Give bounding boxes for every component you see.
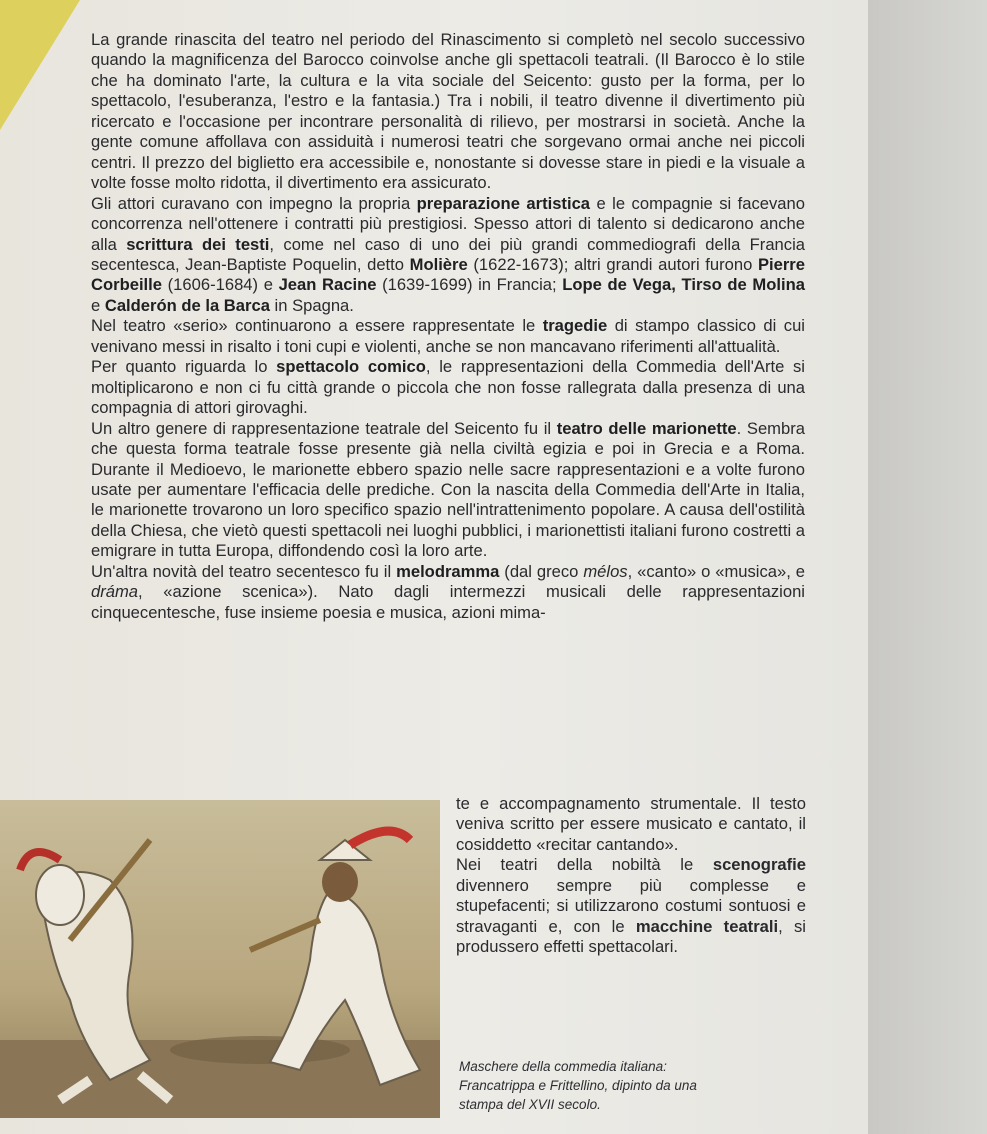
bold-term: scrittura dei testi bbox=[126, 234, 270, 254]
bold-term: macchine teatrali bbox=[635, 916, 779, 936]
article-body-continued bbox=[456, 794, 806, 958]
figure-caption bbox=[459, 1057, 789, 1114]
bold-term: Jean Racine bbox=[278, 275, 377, 295]
bold-term: preparazione artistica bbox=[416, 193, 591, 213]
paragraph-scenography bbox=[456, 855, 806, 957]
text-span: e bbox=[91, 295, 105, 315]
text-span: Nei teatri della nobiltà le bbox=[456, 855, 713, 875]
text-span: La grande rinascita del teatro nel periodo del Rinascimento si completò nel secolo successivo quando la magnificenza del Barocco coinvolse anche gli spettacoli teatrali. (Il Barocco è lo stile che ha dominato l'arte, la cultura e la vita sociale del Seicento: gusto per la forma, per lo spettacolo, l'esuberanza, l'estro e la fantasia.) Tra i nobili, il teatro divenne il divertimento più ricercato e l'occasione per incontrare personalità di rilievo, per mostrarsi in società. Anche la gente comune affollava con assiduità i numerosi teatri che sorgevano ormai anche nei piccoli centri. Il prezzo del biglietto era accessibile e, nonostante si dovesse stare in piedi e la visuale a volte fosse molto ridotta, il divertimento era assicurato. bbox=[91, 30, 805, 193]
paragraph-actors bbox=[91, 194, 805, 317]
bold-term: teatro delle marionette bbox=[556, 418, 737, 438]
text-span: te e accompagnamento strumentale. Il testo veniva scritto per essere musicato e cantato, il cosiddetto «recitar cantando». bbox=[456, 794, 806, 854]
text-span: Nel teatro «serio» continuarono a essere rappresentate le bbox=[91, 316, 543, 336]
commedia-painting bbox=[0, 800, 440, 1118]
italic-term: dráma bbox=[91, 582, 139, 602]
text-span: Un'altra novità del teatro secentesco fu il bbox=[91, 561, 397, 581]
text-span: . Sembra che questa forma teatrale fosse presente già nella civiltà egizia e poi in Grecia e a Roma. Durante il Medioevo, le marionette ebbero spazio nelle sacre rappresentazioni e a volte furono usate per aumentare l'efficacia delle prediche. Con la nascita della Commedia dell'Arte in Italia, le marionette trovarono un loro specifico spazio nell'intrattenimento popolare. A causa dell'ostilità della Chiesa, che vietò questi spettacoli nei luoghi pubblici, i marionettisti italiani furono costretti a emigrare in tutta Europa, diffondendo così la loro arte. bbox=[91, 418, 805, 561]
text-span: , si produssero effetti spettacolari. bbox=[456, 916, 806, 957]
text-span: divennero sempre più complesse e stupefacenti; si utilizzarono costumi sontuosi e stravaganti e, con le bbox=[456, 875, 806, 936]
paragraph-comedy bbox=[91, 357, 805, 418]
text-span: in Spagna. bbox=[269, 295, 354, 315]
italic-term: mélos bbox=[583, 561, 628, 581]
bold-term: Pierre Corbeille bbox=[91, 254, 805, 295]
painting-illustration bbox=[0, 800, 440, 1118]
text-span: (1606-1684) e bbox=[162, 275, 279, 295]
text-span: , «azione scenica»). Nato dagli intermezzi musicali delle rappresentazioni cinquecentesche, fuse insieme poesia e musica, azioni mima- bbox=[91, 582, 805, 622]
bold-term: Lope de Vega, Tirso de Molina bbox=[562, 275, 805, 295]
text-span: e le compagnie si facevano concorrenza nell'ottenere i contratti più prestigiosi. Spesso attori di talento si dedicarono anche alla bbox=[91, 193, 805, 254]
text-span: di stampo classico di cui venivano messi in risalto i toni cupi e violenti, anche se non mancavano riferimenti all'attualità. bbox=[91, 316, 805, 356]
paragraph-baroque bbox=[91, 30, 805, 194]
caption-line: Maschere della commedia italiana: bbox=[459, 1059, 667, 1074]
paragraph-puppets bbox=[91, 419, 805, 562]
paragraph-melodrama-continued bbox=[456, 794, 806, 855]
caption-line: stampa del XVII secolo. bbox=[459, 1097, 601, 1112]
text-span: , «canto» o «musica», e bbox=[627, 561, 806, 581]
background-crowd bbox=[170, 1036, 350, 1064]
text-span: (1639-1699) in Francia; bbox=[376, 275, 563, 295]
bold-term: scenografie bbox=[712, 855, 806, 875]
text-span: (dal greco bbox=[499, 561, 584, 581]
bold-term: melodramma bbox=[396, 561, 500, 581]
caption-line: Francatrippa e Frittellino, dipinto da una bbox=[459, 1078, 697, 1093]
paragraph-tragedy bbox=[91, 316, 805, 357]
text-span: Un altro genere di rappresentazione teatrale del Seicento fu il bbox=[91, 418, 557, 438]
text-span: Gli attori curavano con impegno la propria bbox=[91, 193, 417, 213]
page-margin-right bbox=[868, 0, 987, 1134]
paragraph-melodrama bbox=[91, 562, 805, 623]
bold-term: Molière bbox=[409, 254, 468, 274]
bold-term: Calderón de la Barca bbox=[104, 295, 270, 315]
bold-term: spettacolo comico bbox=[276, 357, 426, 377]
text-span: (1622-1673); altri grandi autori furono bbox=[467, 254, 758, 274]
text-span: , come nel caso di uno dei più grandi commediografi della Francia secentesca, Jean-Baptiste Poquelin, detto bbox=[91, 234, 805, 274]
bold-term: tragedie bbox=[542, 316, 608, 336]
article-body bbox=[91, 30, 805, 623]
text-span: , le rappresentazioni della Commedia dell'Arte si moltiplicarono e non ci fu città grande o piccola che non fosse rallegrata dalla presenza di una compagnia di attori girovaghi. bbox=[91, 357, 805, 418]
text-span: Per quanto riguarda lo bbox=[91, 357, 277, 377]
